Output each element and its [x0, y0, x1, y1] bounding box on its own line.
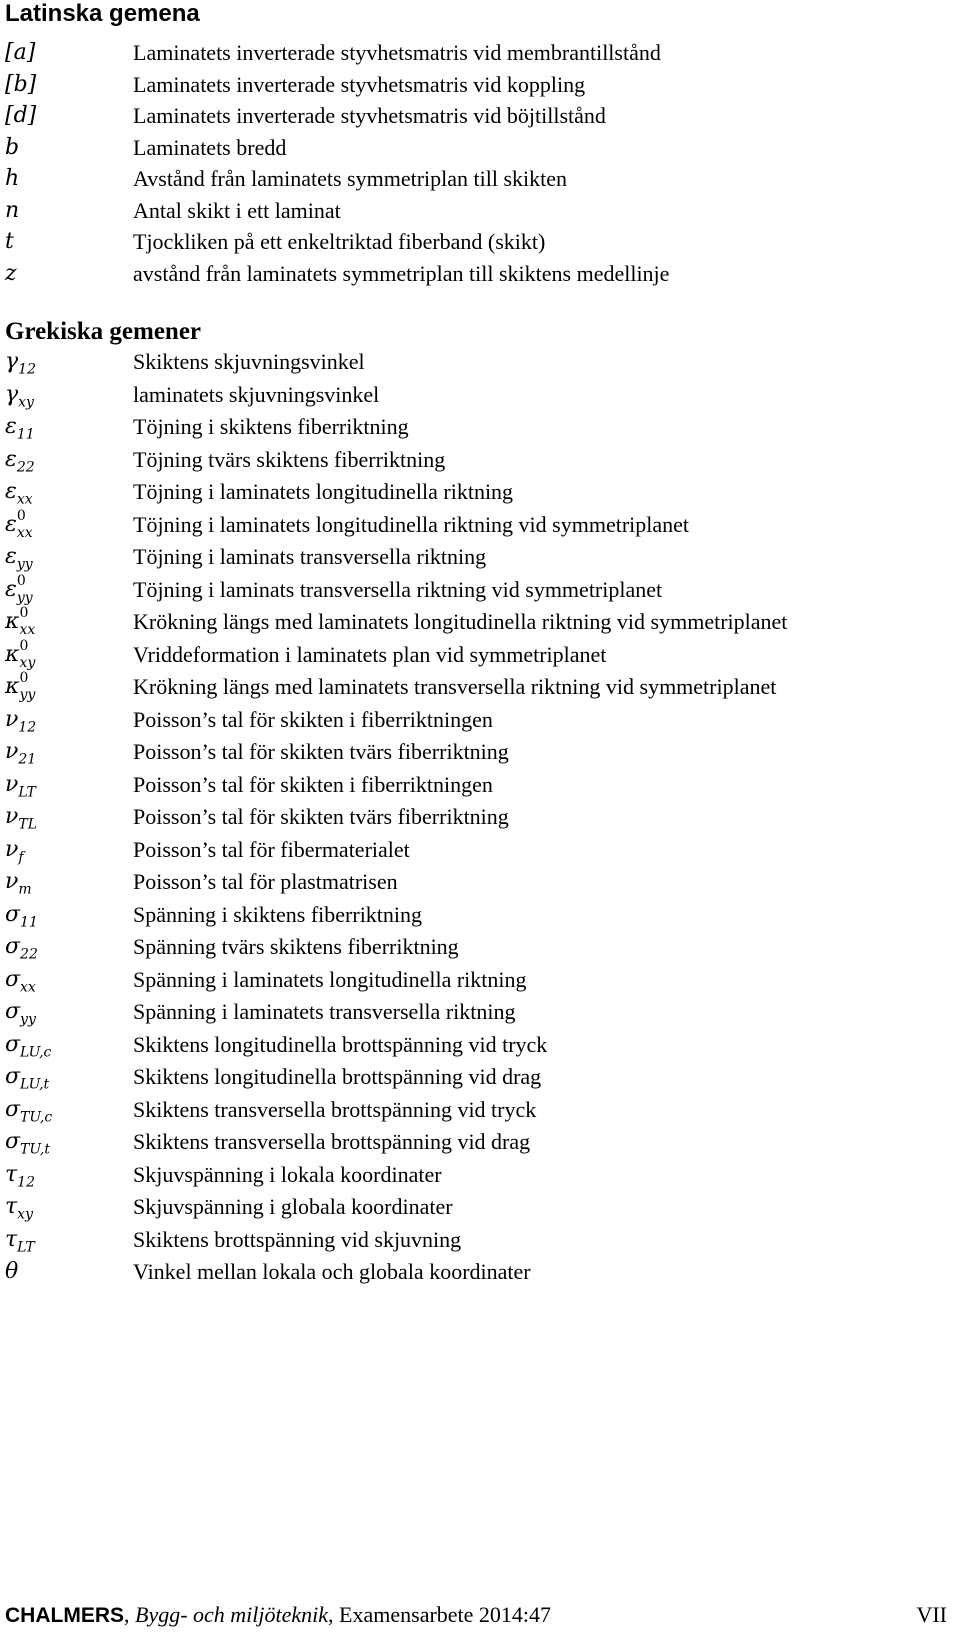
symbol-base: ν [5, 706, 19, 732]
symbol-description: Poisson’s tal för skikten tvärs fiberriktning [133, 804, 509, 829]
symbol-base: ε [5, 576, 17, 602]
symbol [5, 38, 125, 68]
symbol-base: κ [5, 674, 20, 699]
symbol-base: σ [5, 1031, 21, 1057]
list-item [5, 101, 955, 133]
symbol-subscript: TU,c [20, 1108, 53, 1125]
symbol-superscript: 0 [19, 637, 29, 654]
symbol-description: Töjning i laminatets longitudinella riktning vid symmetriplanet [133, 511, 690, 537]
symbol-subscript: 21 [18, 751, 37, 768]
symbol-description: Antal skikt i ett laminat [133, 197, 341, 223]
list-item [5, 1257, 955, 1289]
symbol-description: Tjockliken på ett enkeltriktad fiberband (skikt) [133, 229, 546, 254]
symbol-base: ε [5, 414, 17, 439]
symbol-base: b [5, 134, 20, 160]
list-item [5, 380, 955, 412]
symbol-subscript: 12 [17, 1173, 35, 1190]
symbol-description: Krökning längs med laminatets longitudinella riktning vid symmetriplanet [133, 609, 788, 634]
symbol-base: n [5, 197, 20, 223]
symbol-subscript: xx [16, 524, 33, 541]
symbol-base: h [5, 166, 20, 191]
symbol [5, 133, 125, 163]
list-item [5, 672, 955, 704]
symbol-description: Töjning i laminats transversella riktning vid symmetriplanet [133, 576, 663, 602]
list-item [5, 542, 955, 574]
symbol-base: ε [5, 446, 17, 472]
list-item [5, 347, 955, 379]
symbol [5, 1257, 125, 1287]
symbol [5, 347, 125, 377]
list-item [5, 737, 955, 769]
symbol [5, 1127, 125, 1157]
symbol-base: σ [5, 901, 21, 927]
list-item [5, 835, 955, 867]
list-item [5, 1062, 955, 1094]
symbol [5, 164, 125, 194]
symbol-subscript: yy [16, 556, 33, 573]
symbol [5, 737, 125, 767]
footer-separator: , [124, 1602, 130, 1627]
symbol-base: [a] [5, 40, 36, 65]
symbol-base: [d] [5, 103, 37, 128]
symbol-base: σ [5, 1096, 21, 1122]
list-item [5, 572, 955, 607]
symbol [5, 1095, 125, 1125]
symbol [5, 997, 125, 1027]
symbol [5, 835, 125, 865]
list-item [5, 133, 955, 165]
list-item [5, 164, 955, 196]
symbol-description: Skiktens transversella brottspänning vid drag [133, 1129, 531, 1154]
symbol-base: τ [5, 1161, 18, 1187]
latin-heading: Latinska gemena [5, 0, 200, 27]
symbol-index-stack [19, 672, 35, 704]
symbol-base: σ [5, 1064, 21, 1089]
symbol-description: Poisson’s tal för skikten tvärs fiberriktning [133, 739, 509, 764]
symbol [5, 770, 125, 800]
symbol-subscript: m [18, 881, 32, 898]
symbol-description: Töjning i skiktens fiberriktning [133, 414, 409, 439]
symbol-subscript: xx [19, 622, 36, 638]
footer-department: Bygg- och miljöteknik [135, 1602, 329, 1627]
symbol-description: Poisson’s tal för fibermaterialet [133, 836, 410, 862]
symbol-subscript: f [18, 848, 24, 865]
symbol-description: Vinkel mellan lokala och globala koordinater [133, 1259, 531, 1284]
symbol [5, 705, 125, 735]
list-item [5, 259, 955, 291]
symbol-superscript: 0 [19, 670, 29, 686]
symbol-base: σ [5, 999, 21, 1024]
list-item [5, 900, 955, 932]
symbol-base: γ [5, 349, 19, 374]
symbol-base: σ [5, 1129, 21, 1154]
symbol-description: Skiktens brottspänning vid skjuvning [133, 1226, 462, 1252]
list-item [5, 997, 955, 1029]
symbol-description: Vriddeformation i laminatets plan vid symmetriplanet [133, 641, 607, 667]
list-item [5, 1030, 955, 1062]
list-item [5, 477, 955, 509]
list-item [5, 965, 955, 997]
symbol-description: Laminatets inverterade styvhetsmatris vid böjtillstånd [133, 103, 606, 128]
symbol-base: σ [5, 934, 21, 959]
symbol-base: ν [5, 771, 19, 797]
symbol-description: avstånd från laminatets symmetriplan till skiktens medellinje [133, 260, 670, 286]
symbol-subscript: 11 [20, 913, 38, 930]
symbol-base: κ [5, 609, 20, 634]
symbol-description: Laminatets inverterade styvhetsmatris vid koppling [133, 71, 586, 97]
symbol-index-stack [16, 507, 33, 542]
symbol-description: Poisson’s tal för skikten i fiberriktningen [133, 706, 493, 732]
list-item [5, 770, 955, 802]
symbol [5, 1030, 125, 1060]
symbol-base: z [5, 260, 17, 286]
list-item [5, 1225, 955, 1257]
symbol [5, 507, 125, 542]
greek-heading: Grekiska gemener [5, 318, 202, 345]
symbol-subscript: 11 [16, 426, 35, 443]
symbol-subscript: 22 [16, 458, 35, 475]
symbol-description: Skjuvspänning i globala koordinater [133, 1194, 453, 1219]
symbol-base: θ [5, 1259, 19, 1284]
symbol-description: Skiktens transversella brottspänning vid tryck [133, 1096, 537, 1122]
symbol-description: Laminatets bredd [133, 134, 287, 160]
symbol-description: Poisson’s tal för plastmatrisen [133, 869, 398, 894]
symbol [5, 900, 125, 930]
symbol-subscript: yy [16, 589, 33, 606]
symbol-subscript: TL [18, 816, 38, 833]
symbol [5, 1160, 125, 1190]
symbol-subscript: xy [18, 393, 34, 410]
list-item [5, 196, 955, 228]
symbol-subscript: yy [19, 687, 36, 703]
symbol-description: laminatets skjuvningsvinkel [133, 381, 380, 407]
symbol-subscript: 12 [18, 718, 37, 735]
page-footer [5, 1600, 955, 1630]
symbol-superscript: 0 [16, 572, 26, 589]
symbol-base: ε [5, 479, 17, 504]
symbol-description: Spänning i laminatets transversella riktning [133, 999, 516, 1024]
symbol-base: τ [5, 1194, 18, 1219]
list-item [5, 412, 955, 444]
symbol-base: t [5, 229, 14, 254]
symbol [5, 412, 125, 442]
symbol-description: Laminatets inverterade styvhetsmatris vid membrantillstånd [133, 40, 661, 65]
list-item [5, 705, 955, 737]
symbol [5, 1062, 125, 1092]
symbol [5, 932, 125, 962]
symbol-base: γ [5, 381, 19, 407]
symbol [5, 259, 125, 289]
symbol-base: ν [5, 836, 19, 862]
symbol-description: Poisson’s tal för skikten i fiberriktningen [133, 771, 493, 797]
symbol-base: ν [5, 804, 19, 829]
symbol-subscript: yy [20, 1011, 36, 1028]
symbol-subscript: LT [18, 783, 36, 800]
symbol-base: κ [5, 641, 20, 667]
list-item [5, 802, 955, 834]
list-item [5, 607, 955, 639]
symbol-subscript: LT [17, 1238, 35, 1255]
symbol [5, 672, 125, 704]
symbol-base: ν [5, 869, 19, 894]
symbol-description: Krökning längs med laminatets transversella riktning vid symmetriplanet [133, 674, 777, 699]
footer-report: , Examensarbete 2014:47 [328, 1602, 552, 1627]
list-item [5, 1160, 955, 1192]
symbol-description: Spänning i laminatets longitudinella riktning [133, 966, 527, 992]
symbol [5, 1192, 125, 1222]
list-item [5, 507, 955, 542]
list-item [5, 1127, 955, 1159]
symbol-description: Avstånd från laminatets symmetriplan till skikten [133, 166, 568, 191]
list-item [5, 1095, 955, 1127]
list-item [5, 38, 955, 70]
symbol-subscript: LU,t [20, 1076, 50, 1093]
footer-organization: CHALMERS [5, 1604, 124, 1627]
symbol-superscript: 0 [16, 507, 26, 524]
symbol-base: ε [5, 544, 17, 569]
symbol [5, 867, 125, 897]
symbol-description: Skiktens longitudinella brottspänning vid drag [133, 1064, 542, 1089]
symbol-base: ε [5, 511, 17, 537]
symbol-subscript: LU,c [20, 1043, 52, 1060]
symbol-description: Töjning tvärs skiktens fiberriktning [133, 446, 446, 472]
list-item [5, 932, 955, 964]
symbol-subscript: xx [20, 978, 36, 995]
page-number: VII [916, 1602, 947, 1627]
symbol [5, 802, 125, 832]
symbol [5, 196, 125, 226]
symbol [5, 227, 125, 257]
symbol-description: Skjuvspänning i lokala koordinater [133, 1161, 442, 1187]
symbol-subscript: 22 [20, 946, 38, 963]
symbol-description: Töjning i laminatets longitudinella riktning [133, 479, 514, 504]
list-item [5, 637, 955, 672]
symbol-description: Spänning tvärs skiktens fiberriktning [133, 934, 459, 959]
symbol-description: Töjning i laminats transversella riktning [133, 544, 487, 569]
symbol-subscript: xy [19, 654, 36, 671]
symbol [5, 445, 125, 475]
symbol [5, 380, 125, 410]
symbol-subscript: TU,t [20, 1141, 50, 1158]
symbol [5, 965, 125, 995]
symbol-base: σ [5, 966, 21, 992]
symbol-base: ν [5, 739, 19, 764]
list-item [5, 1192, 955, 1224]
symbol-base: τ [5, 1226, 18, 1252]
symbol-subscript: xx [16, 491, 33, 508]
symbol-base: [b] [5, 71, 37, 97]
symbol-description: Skiktens longitudinella brottspänning vid tryck [133, 1031, 548, 1057]
list-item [5, 70, 955, 102]
symbol-superscript: 0 [19, 605, 29, 621]
list-item [5, 445, 955, 477]
symbol-subscript: xy [17, 1206, 33, 1223]
symbol [5, 70, 125, 100]
symbol-description: Spänning i skiktens fiberriktning [133, 901, 423, 927]
list-item [5, 227, 955, 259]
symbol [5, 101, 125, 131]
list-item [5, 867, 955, 899]
symbol-description: Skiktens skjuvningsvinkel [133, 349, 365, 374]
symbol-subscript: 12 [18, 361, 36, 378]
symbol [5, 1225, 125, 1255]
